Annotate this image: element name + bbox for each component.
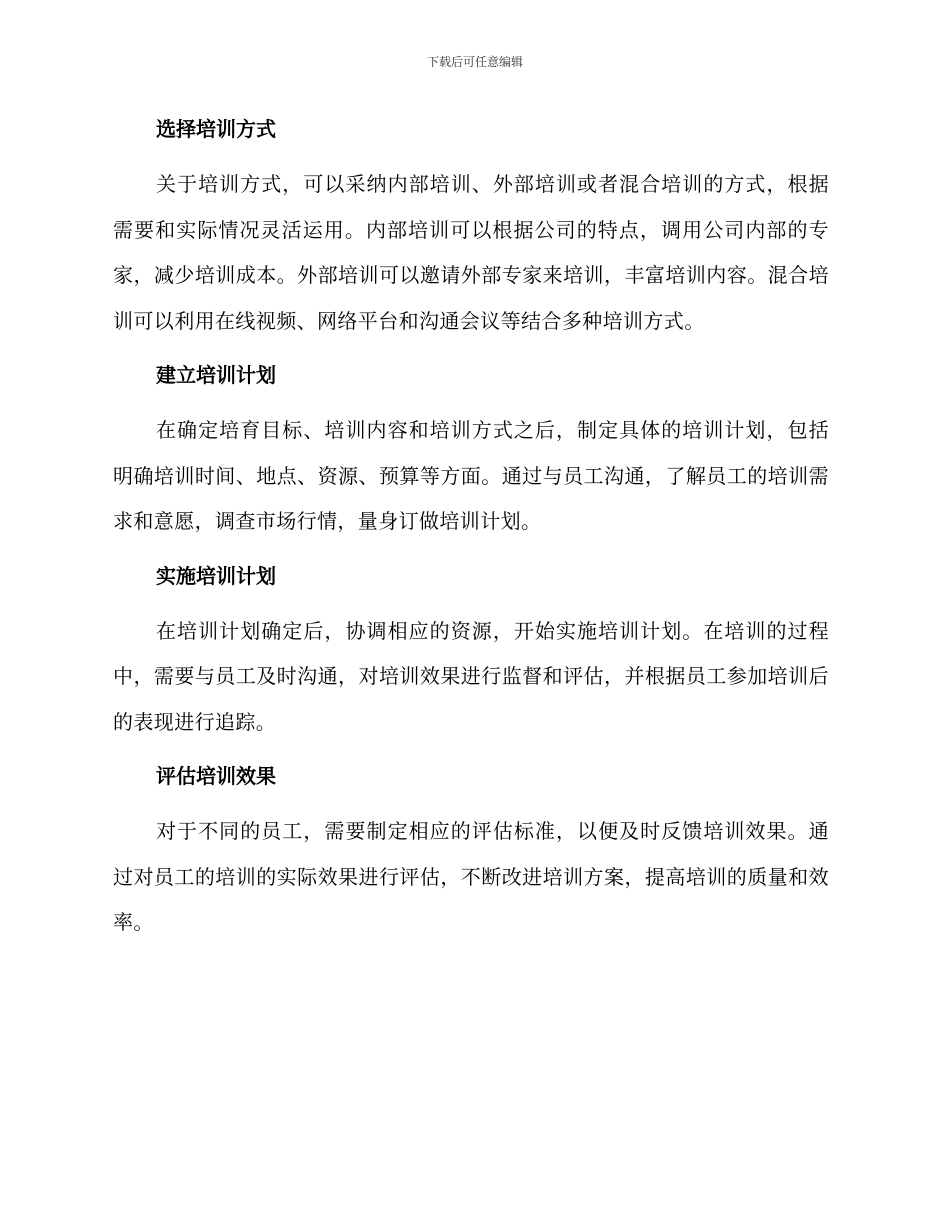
- section-plan-implementation: [113, 559, 829, 760]
- section-paragraph: 对于不同的员工，需要制定相应的评估标准，以便及时反馈培训效果。通过对员工的培训的实际效果进行评估，不断改进培训方案，提高培训的质量和效率。: [113, 819, 829, 934]
- section-heading: 评估培训效果: [156, 764, 276, 788]
- section-heading: 建立培训计划: [156, 363, 276, 387]
- section-paragraph: 关于培训方式，可以采纳内部培训、外部培训或者混合培训的方式，根据需要和实际情况灵活运用。内部培训可以根据公司的特点，调用公司内部的专家，减少培训成本。外部培训可以邀请外部专家来培训，丰富培训内容。混合培训可以利用在线视频、网络平台和沟通会议等结合多种培训方式。: [113, 172, 829, 333]
- section-paragraph: 在确定培育目标、培训内容和培训方式之后，制定具体的培训计划，包括明确培训时间、地点、资源、预算等方面。通过与员工沟通，了解员工的培训需求和意愿，调查市场行情，量身订做培训计划。: [113, 418, 829, 533]
- page-header-note: 下载后可任意编辑: [426, 55, 523, 69]
- document-body: [113, 112, 829, 946]
- section-training-evaluation: [113, 759, 829, 946]
- section-paragraph: 在培训计划确定后，协调相应的资源，开始实施培训计划。在培训的过程中，需要与员工及时沟通，对培训效果进行监督和评估，并根据员工参加培训后的表现进行追踪。: [113, 618, 829, 734]
- section-heading: 实施培训计划: [156, 563, 276, 588]
- section-heading: 选择培训方式: [156, 117, 276, 141]
- section-training-method: [113, 112, 829, 358]
- section-training-plan: [113, 358, 829, 559]
